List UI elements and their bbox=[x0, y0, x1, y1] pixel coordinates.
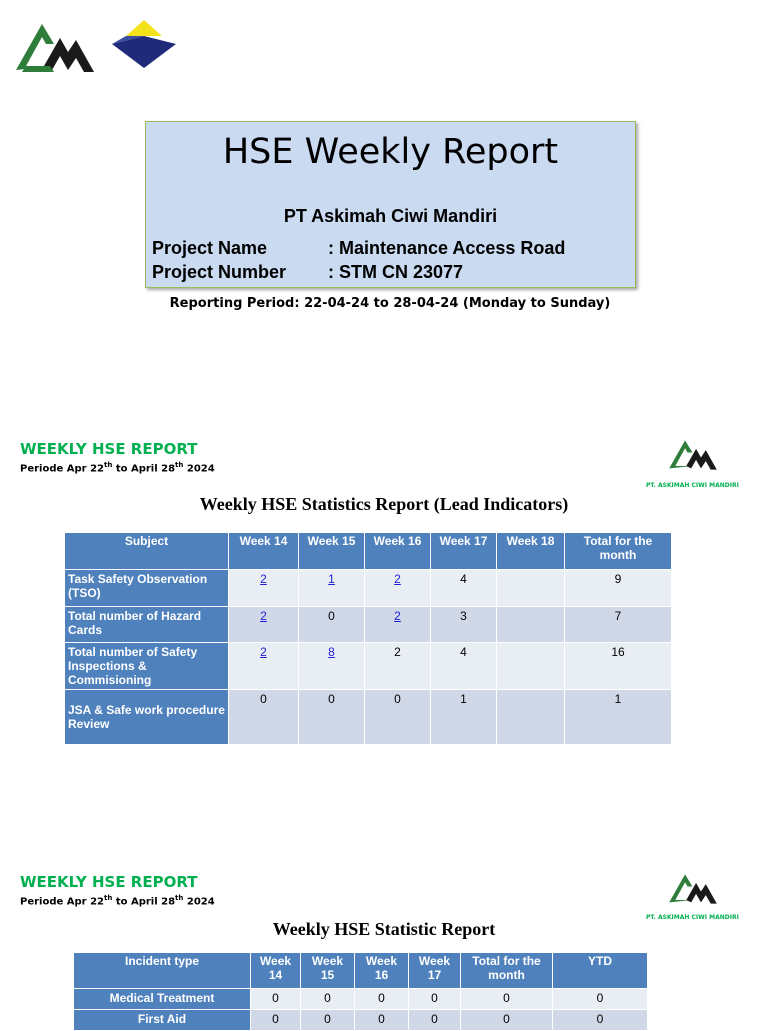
table-row bbox=[65, 690, 672, 745]
cell-value: 1 bbox=[565, 690, 672, 745]
cover-title-box bbox=[145, 121, 636, 288]
row-incident-type: First Aid bbox=[74, 1010, 251, 1031]
cell-value: 3 bbox=[431, 607, 497, 643]
value-link[interactable]: 1 bbox=[328, 572, 335, 586]
cell-value bbox=[497, 607, 565, 643]
col-header: Incident type bbox=[74, 953, 251, 989]
table-header-row bbox=[74, 953, 648, 989]
cell-value bbox=[497, 570, 565, 607]
cell-value: 0 bbox=[251, 1010, 301, 1031]
col-header: Week 15 bbox=[301, 953, 355, 989]
slide1-header: WEEKLY HSE REPORT bbox=[20, 440, 198, 458]
cell-value: 0 bbox=[365, 690, 431, 745]
slide2-period: Periode Apr 22th to April 28th 2024 bbox=[20, 894, 215, 908]
table-row bbox=[74, 1010, 648, 1031]
row-incident-type: Medical Treatment bbox=[74, 989, 251, 1010]
cell-value: 0 bbox=[301, 1010, 355, 1031]
value-link[interactable]: 8 bbox=[328, 645, 335, 659]
col-header: Week 15 bbox=[299, 533, 365, 570]
cell-value: 0 bbox=[553, 1010, 648, 1031]
col-header: Subject bbox=[65, 533, 229, 570]
project-number-value: : STM CN 23077 bbox=[328, 262, 464, 282]
slide2-logo-text: PT. ASKIMAH CIWI MANDIRI bbox=[646, 914, 739, 921]
value-link[interactable]: 2 bbox=[394, 609, 401, 623]
slide2-table-title: Weekly HSE Statistic Report bbox=[272, 919, 496, 939]
col-header: Week 16 bbox=[355, 953, 409, 989]
project-name-value: : Maintenance Access Road bbox=[328, 238, 566, 258]
cell-value: 9 bbox=[565, 570, 672, 607]
cell-value: 0 bbox=[299, 607, 365, 643]
col-header: YTD bbox=[553, 953, 648, 989]
project-name-label: Project Name bbox=[152, 238, 268, 258]
cell-value bbox=[497, 690, 565, 745]
col-header: Week 18 bbox=[497, 533, 565, 570]
col-header: Week 14 bbox=[229, 533, 299, 570]
company-logo bbox=[14, 20, 96, 76]
value-link[interactable]: 2 bbox=[260, 572, 267, 586]
cell-value: 4 bbox=[431, 643, 497, 690]
cell-value bbox=[497, 643, 565, 690]
cell-value: 0 bbox=[461, 1010, 553, 1031]
row-subject: Total number of Safety Inspections & Commisioning bbox=[65, 643, 229, 690]
cell-value: 0 bbox=[355, 989, 409, 1010]
project-number-label: Project Number bbox=[152, 262, 287, 282]
slide1-period: Periode Apr 22th to April 28th 2024 bbox=[20, 461, 215, 475]
table-header-row bbox=[65, 533, 672, 570]
col-header: Total for the month bbox=[565, 533, 672, 570]
lead-indicators-table bbox=[64, 532, 672, 745]
incident-table bbox=[73, 952, 648, 1031]
project-name-row bbox=[152, 238, 565, 259]
reporting-period: Reporting Period: 22-04-24 to 28-04-24 (Monday to Sunday) bbox=[169, 296, 611, 311]
cell-value: 16 bbox=[565, 643, 672, 690]
company-name: PT Askimah Ciwi Mandiri bbox=[283, 206, 498, 226]
cell-value: 0 bbox=[461, 989, 553, 1010]
col-header: Week 17 bbox=[409, 953, 461, 989]
col-header: Week 17 bbox=[431, 533, 497, 570]
report-title: HSE Weekly Report bbox=[222, 132, 559, 172]
col-header: Total for the month bbox=[461, 953, 553, 989]
cell-value: 1 bbox=[431, 690, 497, 745]
slide1-logo-text: PT. ASKIMAH CIWI MANDIRI bbox=[646, 482, 739, 489]
table-row bbox=[65, 570, 672, 607]
cell-value: 0 bbox=[299, 690, 365, 745]
slide2-header: WEEKLY HSE REPORT bbox=[20, 873, 198, 891]
cell-value: 0 bbox=[409, 989, 461, 1010]
cell-value: 7 bbox=[565, 607, 672, 643]
table-row bbox=[65, 643, 672, 690]
col-header: Week 16 bbox=[365, 533, 431, 570]
value-link[interactable]: 2 bbox=[260, 645, 267, 659]
cell-value: 0 bbox=[355, 1010, 409, 1031]
row-subject: Total number of Hazard Cards bbox=[65, 607, 229, 643]
cell-value: 0 bbox=[553, 989, 648, 1010]
slide1-table-title: Weekly HSE Statistics Report (Lead Indicators) bbox=[199, 494, 569, 514]
cell-value: 4 bbox=[431, 570, 497, 607]
cell-value: 0 bbox=[409, 1010, 461, 1031]
project-number-row bbox=[152, 262, 463, 283]
table-row bbox=[65, 607, 672, 643]
partner-logo bbox=[110, 20, 178, 70]
col-header: Week 14 bbox=[251, 953, 301, 989]
row-subject: JSA & Safe work procedure Review bbox=[65, 690, 229, 745]
value-link[interactable]: 2 bbox=[260, 609, 267, 623]
cell-value: 0 bbox=[301, 989, 355, 1010]
table-row bbox=[74, 989, 648, 1010]
slide2-logo bbox=[668, 866, 718, 917]
cell-value: 0 bbox=[229, 690, 299, 745]
value-link[interactable]: 2 bbox=[394, 572, 401, 586]
slide1-logo bbox=[668, 432, 718, 483]
row-subject: Task Safety Observation (TSO) bbox=[65, 570, 229, 607]
cell-value: 0 bbox=[251, 989, 301, 1010]
cell-value: 2 bbox=[365, 643, 431, 690]
